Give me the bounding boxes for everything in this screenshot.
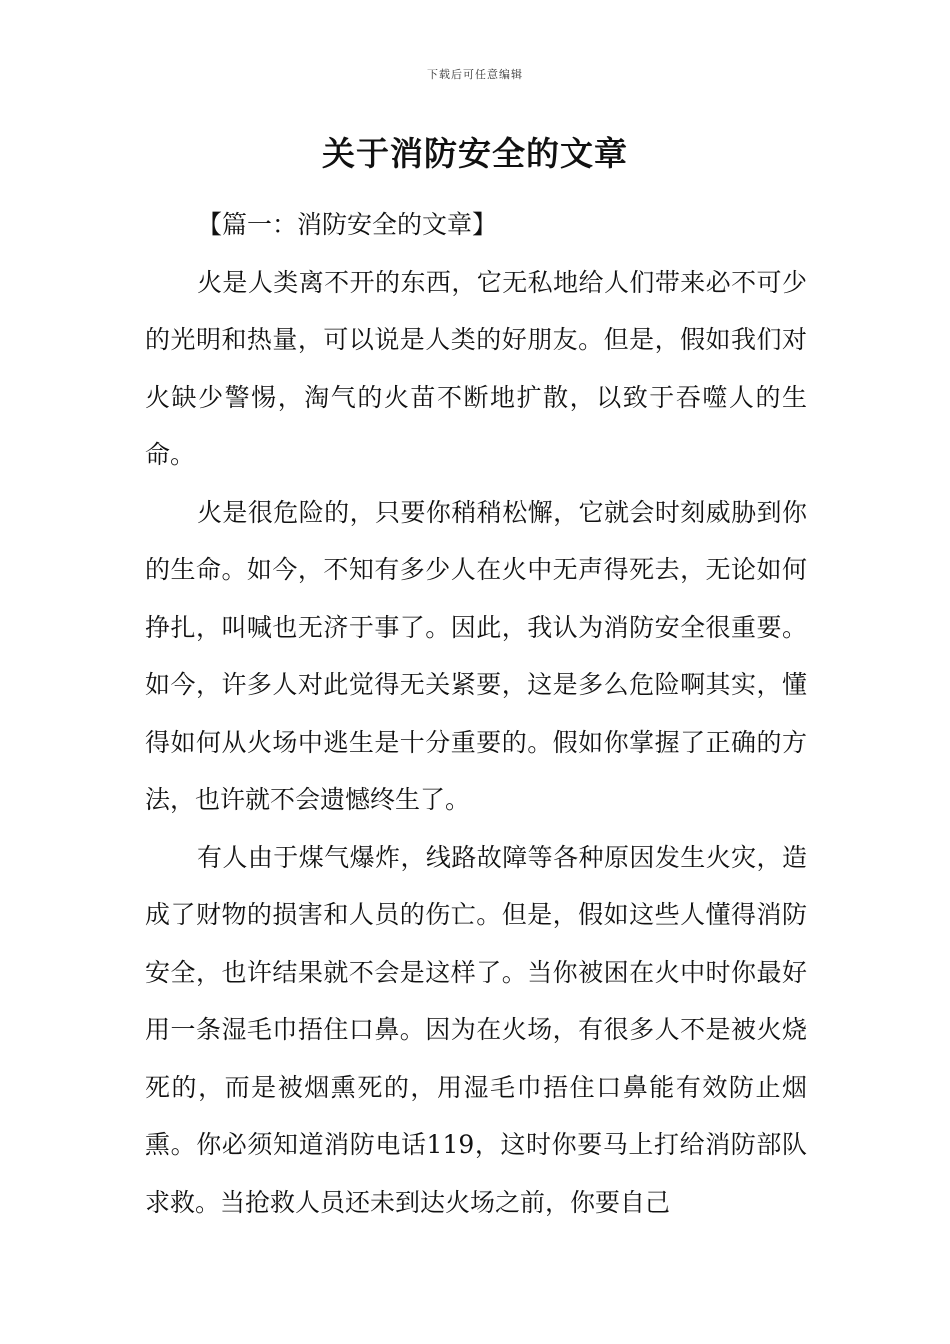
- paragraph: 火是很危险的，只要你稍稍松懈，它就会时刻威胁到你的生命。如今，不知有多少人在火中无声得死去，无论如何挣扎，叫喊也无济于事了。因此，我认为消防安全很重要。如今，许多人对此觉得无关紧要，这是多么危险啊其实，懂得如何从火场中逃生是十分重要的。假如你掌握了正确的方法，也许就不会遗憾终生了。: [145, 497, 807, 814]
- paragraph: 有人由于煤气爆炸，线路故障等各种原因发生火灾，造成了财物的损害和人员的伤亡。但是，假如这些人懂得消防安全，也许结果就不会是这样了。当你被困在火中时你最好用一条湿毛巾捂住口鼻。因为在火场，有很多人不是被火烧死的，而是被烟熏死的，用湿毛巾捂住口鼻能有效防止烟熏。你必须知道消防电话119，这时你要马上打给消防部队求救。当抢救人员还未到达火场之前，你要自己: [145, 842, 807, 1217]
- header-note: 下载后可任意编辑: [427, 68, 523, 81]
- paragraph: 火是人类离不开的东西，它无私地给人们带来必不可少的光明和热量，可以说是人类的好朋友。但是，假如我们对火缺少警惕，淘气的火苗不断地扩散，以致于吞噬人的生命。: [145, 267, 807, 469]
- section-heading: 【篇一：消防安全的文章】: [197, 210, 498, 239]
- document-body: [145, 196, 807, 1231]
- page-title: 关于消防安全的文章: [322, 134, 628, 173]
